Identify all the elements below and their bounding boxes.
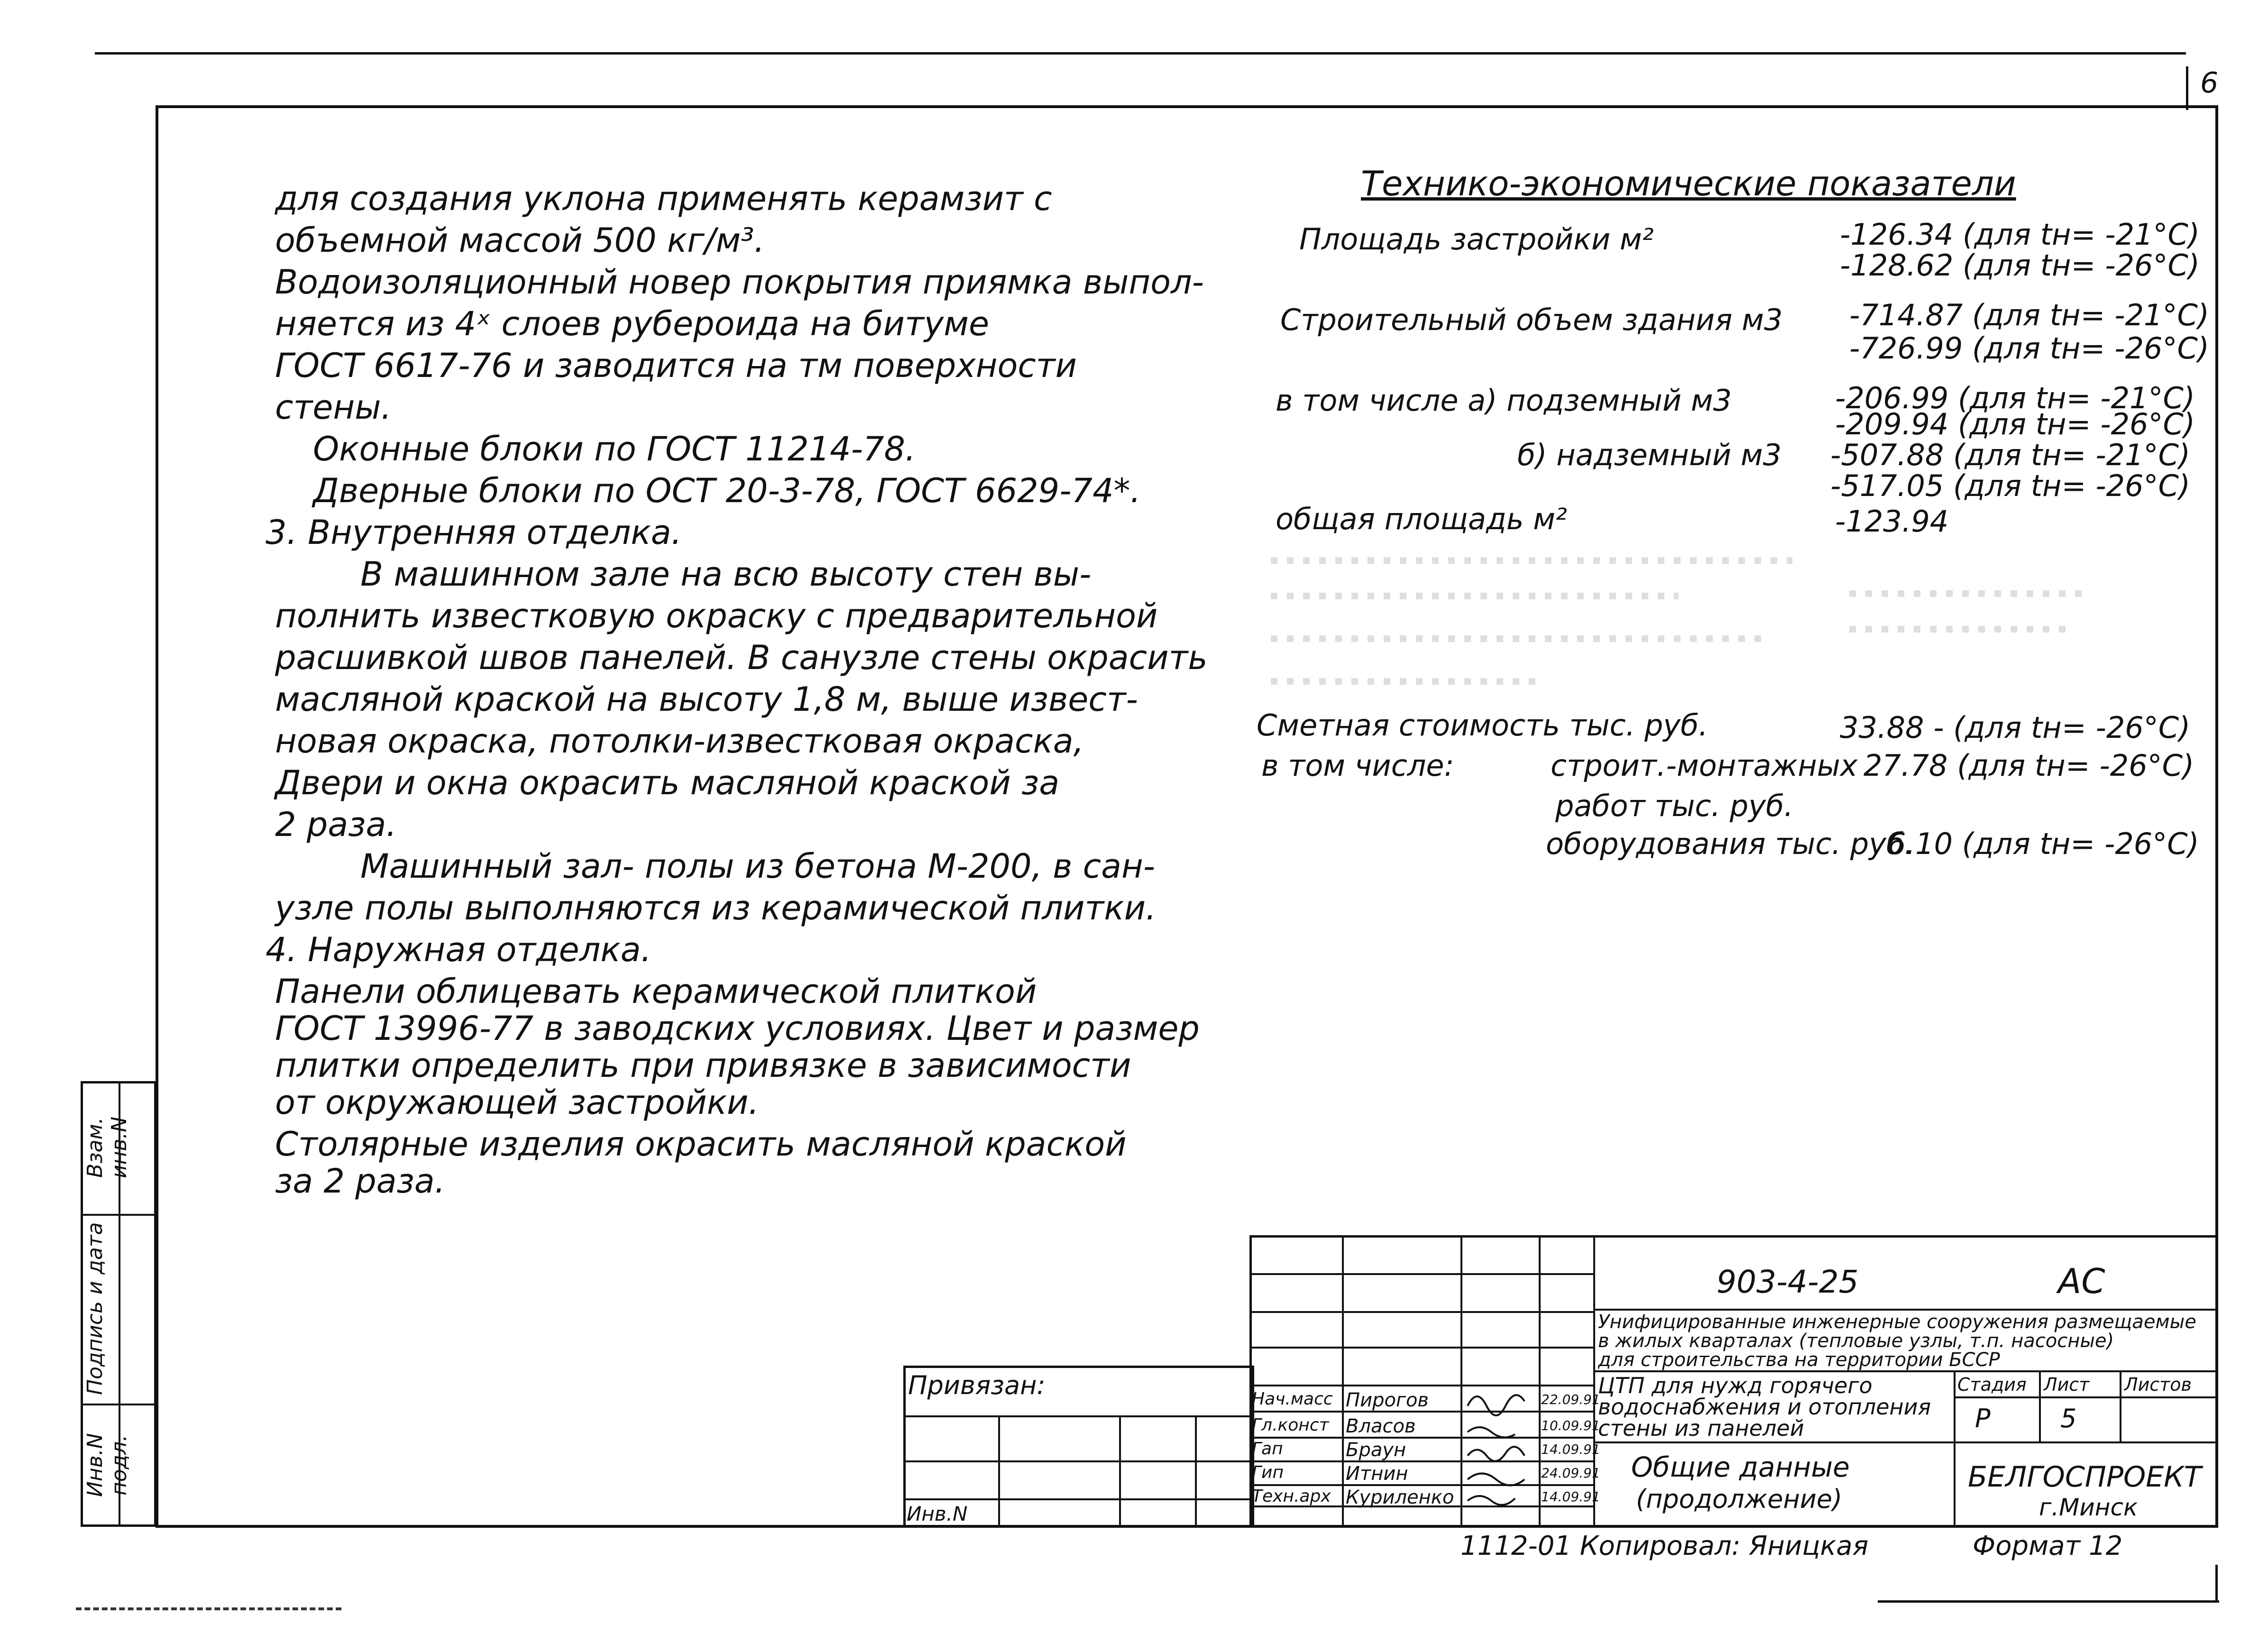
grid-line: [903, 1460, 1254, 1462]
incl-label: в том числе:: [1261, 748, 1454, 783]
text-line: от окружающей застройки.: [275, 1083, 759, 1122]
grid-line: [1954, 1370, 1956, 1528]
bottom-bar: [2215, 1565, 2218, 1603]
text-line: няется из 4ˣ слоев рубероида на битуме: [275, 304, 990, 343]
role: Нач.масс: [1252, 1389, 1333, 1409]
person-name: Куриленко: [1346, 1487, 1454, 1508]
total-area-value: -123.94: [1835, 504, 1949, 539]
text-line: В машинном зале на всю высоту стен вы-: [360, 555, 1092, 594]
grid-line: [1593, 1441, 2218, 1443]
equipment-label: оборудования тыс. руб.: [1546, 826, 1914, 861]
grid-line: [903, 1415, 1254, 1417]
text-line: объемной массой 500 кг/м³.: [275, 221, 765, 260]
grid-line: [1342, 1235, 1344, 1528]
sheet-title-2: (продолжение): [1636, 1484, 1843, 1514]
sheets-header: Листов: [2124, 1374, 2192, 1395]
underground-value-1: -206.99 (для tн= -21°С): [1835, 381, 2195, 415]
grid-line: [1249, 1437, 1593, 1439]
faded-line: [1271, 593, 1679, 599]
sheet-header: Лист: [2044, 1374, 2090, 1395]
cost-label: Сметная стоимость тыс. руб.: [1257, 708, 1708, 743]
strip-podpis-data: Подпись и дата: [83, 1222, 107, 1395]
stage-header: Стадия: [1957, 1374, 2027, 1395]
role: Гап: [1252, 1439, 1283, 1459]
grid-line: [1249, 1484, 1593, 1486]
text-line: ГОСТ 6617-76 и заводится на тм поверхности: [275, 346, 1077, 385]
grid-line: [2039, 1370, 2041, 1441]
works-label: работ тыс. руб.: [1555, 789, 1793, 823]
aboveground-value-1: -507.88 (для tн= -21°С): [1830, 438, 2190, 472]
text-line: узле полы выполняются из керамической плитки.: [275, 889, 1157, 927]
text-line: Оконные блоки по ГОСТ 11214-78.: [313, 430, 916, 468]
grid-line: [1249, 1460, 1593, 1462]
volume-value-2: -726.99 (для tн= -26°С): [1849, 331, 2209, 366]
text-line: Машинный зал- полы из бетона М-200, в сан-: [360, 847, 1156, 886]
sign-date: 10.09.91: [1541, 1418, 1600, 1433]
faded-line: [1271, 635, 1764, 642]
person-name: Браун: [1346, 1439, 1406, 1461]
text-line: масляной краской на высоту 1,8 м, выше извест-: [275, 680, 1138, 719]
text-line: стены.: [275, 388, 392, 427]
underground-label: в том числе а) подземный м3: [1276, 383, 1732, 418]
section-heading: 4. Наружная отделка.: [266, 930, 652, 969]
privyazan-label: Привязан:: [908, 1370, 1046, 1400]
faded-line: [1271, 678, 1536, 685]
sign-date: 14.09.91: [1541, 1441, 1600, 1457]
cost-value: 33.88 - (для tн= -26°С): [1840, 710, 2191, 745]
underground-value-2: -209.94 (для tн= -26°С): [1835, 407, 2195, 441]
sign-date: 14.09.91: [1541, 1489, 1600, 1505]
grid-line: [1539, 1235, 1541, 1528]
faded-line: [1849, 590, 2086, 597]
role: Гл.конст: [1252, 1415, 1329, 1435]
text-line: новая окраска, потолки-известковая окраска,: [275, 722, 1084, 761]
object-line-2: водоснабжения и отопления: [1598, 1394, 1931, 1420]
object-line-1: ЦТП для нужд горячего: [1598, 1373, 1873, 1398]
aboveground-label: б) надземный м3: [1517, 438, 1782, 472]
area-value-2: -128.62 (для tн= -26°С): [1840, 248, 2200, 283]
text-line: Столярные изделия окрасить масляной краской: [275, 1125, 1127, 1164]
grid-line: [1249, 1385, 1593, 1386]
organization: БЕЛГОСПРОЕКТ: [1968, 1460, 2202, 1494]
person-name: Итнин: [1346, 1463, 1408, 1485]
page-number: 6: [2200, 66, 2219, 100]
strip-line: [81, 1214, 156, 1216]
equipment-value: 6.10 (для tн= -26°С): [1887, 826, 2199, 861]
grid-line: [1954, 1396, 2218, 1398]
grid-line: [1593, 1235, 1595, 1528]
text-line: расшивкой швов панелей. В санузле стены окрасить: [275, 638, 1208, 677]
inv-label: Инв.N: [907, 1502, 968, 1525]
object-line-3: стены из панелей: [1598, 1415, 1804, 1441]
doc-mark: АС: [2058, 1261, 2105, 1301]
person-name: Власов: [1346, 1415, 1416, 1437]
desc-line-2: в жилых кварталах (тепловые узлы, т.п. насосные): [1598, 1330, 2114, 1352]
grid-line: [1249, 1347, 1593, 1349]
text-line: плитки определить при привязке в зависимости: [275, 1046, 1131, 1085]
top-rule: [95, 52, 2186, 55]
strip-inv-podl: Инв.N подл.: [83, 1433, 131, 1497]
text-line: Панели облицевать керамической плиткой: [275, 972, 1037, 1011]
person-name: Пирогов: [1346, 1389, 1429, 1411]
grid-line: [1249, 1311, 1593, 1313]
total-area-label: общая площадь м²: [1276, 502, 1567, 536]
desc-line-3: для строительства на территории БССР: [1598, 1349, 2000, 1371]
sheet-title-1: Общие данные: [1631, 1451, 1850, 1483]
volume-value-1: -714.87 (для tн= -21°С): [1849, 298, 2209, 332]
grid-line: [1195, 1415, 1197, 1528]
copied-by: 1112-01 Копировал: Яницкая: [1460, 1531, 1869, 1561]
sign-date: 22.09.91: [1541, 1392, 1600, 1407]
grid-line: [1460, 1235, 1462, 1528]
strip-vzam-inv: Взам. инв.N: [83, 1116, 131, 1179]
text-line: за 2 раза.: [275, 1162, 445, 1201]
text-line: Водоизоляционный новер покрытия приямка выпол-: [275, 263, 1204, 302]
stage-value: Р: [1975, 1404, 1991, 1433]
text-line: полнить известковую окраску с предварительной: [275, 597, 1158, 635]
grid-line: [1249, 1273, 1593, 1275]
text-line: Двери и окна окрасить масляной краской за: [275, 763, 1060, 802]
strip-line: [81, 1404, 156, 1405]
area-value-1: -126.34 (для tн= -21°С): [1840, 217, 2200, 252]
signatures-graphic: [1463, 1387, 1539, 1505]
text-line: Дверные блоки по ОСТ 20-3-78, ГОСТ 6629-74*.: [313, 471, 1141, 510]
text-line: ГОСТ 13996-77 в заводских условиях. Цвет и размер: [275, 1009, 1200, 1048]
grid-line: [1119, 1415, 1121, 1528]
role: Гип: [1252, 1463, 1284, 1482]
faded-line: [1849, 626, 2067, 633]
grid-line: [998, 1415, 1000, 1528]
text-line: 2 раза.: [275, 805, 397, 844]
text-line: для создания уклона применять керамзит с: [275, 179, 1052, 218]
construct-label: строит.-монтажных: [1551, 748, 1858, 783]
aboveground-value-2: -517.05 (для tн= -26°С): [1830, 468, 2190, 503]
role: Техн.арх: [1252, 1487, 1331, 1506]
grid-line: [1593, 1309, 2218, 1311]
sheet-value: 5: [2060, 1404, 2077, 1433]
format: Формат 12: [1973, 1531, 2123, 1561]
grid-line: [903, 1498, 1254, 1500]
bottom-dashed-rule: [76, 1607, 341, 1610]
organization-city: г.Минск: [2039, 1494, 2138, 1521]
sign-date: 24.09.91: [1541, 1465, 1600, 1481]
construct-value: 27.78 (для tн= -26°С): [1864, 748, 2195, 783]
section-heading: 3. Внутренняя отделка.: [266, 513, 682, 552]
volume-label: Строительный объем здания м3: [1280, 303, 1783, 337]
grid-line: [2120, 1370, 2121, 1441]
bottom-rule: [1878, 1600, 2219, 1603]
area-label: Площадь застройки м²: [1299, 222, 1654, 257]
desc-line-1: Унифицированные инженерные сооружения размещаемые: [1598, 1311, 2196, 1333]
faded-line: [1271, 557, 1792, 564]
doc-code: 903-4-25: [1717, 1264, 1859, 1300]
tep-title: Технико-экономические показатели: [1361, 164, 2016, 203]
